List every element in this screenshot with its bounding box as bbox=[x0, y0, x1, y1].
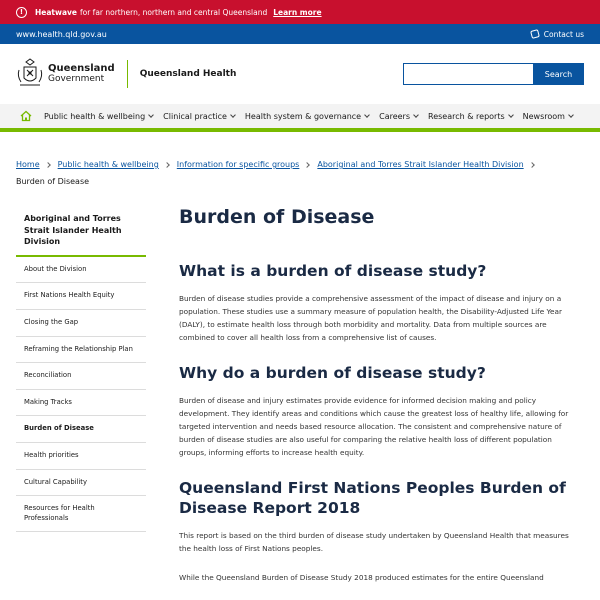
sidebar-item-burden-of-disease[interactable]: Burden of Disease bbox=[16, 416, 146, 443]
section-heading-why: Why do a burden of disease study? bbox=[179, 364, 486, 383]
breadcrumb-public-health[interactable]: Public health & wellbeing bbox=[57, 160, 159, 169]
breadcrumb-current: Burden of Disease bbox=[16, 177, 90, 186]
logo-line2: Government bbox=[48, 73, 105, 84]
site-name-link[interactable]: Queensland Health bbox=[139, 69, 237, 79]
chevron-right-icon bbox=[305, 162, 311, 168]
sidebar-item-making-tracks[interactable]: Making Tracks bbox=[16, 390, 146, 417]
breadcrumb-specific-groups[interactable]: Information for specific groups bbox=[176, 160, 300, 169]
home-icon[interactable] bbox=[20, 110, 32, 122]
sidebar-item-about[interactable]: About the Division bbox=[16, 257, 146, 284]
breadcrumb bbox=[16, 160, 586, 186]
section-paragraph-what: Burden of disease studies provide a comprehensive assessment of the impact of disease and injury on a population. These studies use a summary measure of population health, the Disability-Adjusted Life Year (DALY), to estimate health loss through both morbidity and mortality. Data from multiple sources are combined to cover all health loss from a comprehensive list of causes. bbox=[179, 294, 562, 343]
nav-item-research[interactable]: Research & reports bbox=[424, 112, 517, 121]
breadcrumb-division[interactable]: Aboriginal and Torres Strait Islander Health Division bbox=[317, 160, 524, 169]
section-nav-heading[interactable]: Aboriginal and Torres Strait Islander Health Division bbox=[16, 205, 146, 257]
nav-item-careers[interactable]: Careers bbox=[375, 112, 422, 121]
alert-text: for far northern, northern and central Queensland bbox=[79, 7, 268, 17]
sidebar-item-resources[interactable]: Resources for Health Professionals bbox=[16, 496, 146, 532]
chevron-down-icon bbox=[230, 112, 236, 118]
crest-icon bbox=[16, 58, 44, 90]
main-nav bbox=[0, 104, 600, 132]
breadcrumb-home[interactable]: Home bbox=[16, 160, 40, 169]
nav-item-health-system[interactable]: Health system & governance bbox=[241, 112, 373, 121]
contact-us-label: Contact us bbox=[543, 29, 584, 39]
learn-more-link[interactable]: Learn more bbox=[273, 7, 322, 17]
section-heading-what: What is a burden of disease study? bbox=[179, 262, 487, 280]
chevron-down-icon bbox=[413, 112, 419, 118]
logo-line1: Queensland bbox=[48, 63, 115, 75]
sidebar-item-reconciliation[interactable]: Reconciliation bbox=[16, 363, 146, 390]
alert-circle-icon: ! bbox=[16, 7, 27, 18]
chevron-right-icon bbox=[164, 162, 170, 168]
sidebar-item-health-priorities[interactable]: Health priorities bbox=[16, 443, 146, 470]
top-bar bbox=[0, 24, 600, 44]
qld-government-logo[interactable] bbox=[16, 58, 115, 90]
section-paragraph-report-1: This report is based on the third burden of disease study undertaken by Queensland Health that measures the health loss of First Nations peoples. bbox=[179, 531, 569, 554]
alert-title: Heatwave bbox=[35, 7, 77, 17]
sidebar-item-reframing[interactable]: Reframing the Relationship Plan bbox=[16, 337, 146, 364]
main-content bbox=[179, 206, 574, 600]
page-title: Burden of Disease bbox=[179, 206, 375, 228]
section-heading-report: Queensland First Nations Peoples Burden of Disease Report 2018 bbox=[179, 479, 566, 518]
section-paragraph-why: Burden of disease and injury estimates provide evidence for informed decision making and policy development. They identify areas and conditions which cause the greatest loss of healthy life, allowing for targeted intervention and needs based resource allocation. The consistent and comprehensive nature of burden of disease studies are also useful for comparing the relative health loss of different population groups, informing efforts to increase health equity. bbox=[179, 396, 569, 458]
logo-divider bbox=[127, 60, 128, 88]
chevron-down-icon bbox=[364, 112, 370, 118]
nav-item-clinical-practice[interactable]: Clinical practice bbox=[159, 112, 239, 121]
chevron-down-icon bbox=[148, 112, 154, 118]
phone-icon bbox=[530, 29, 540, 39]
nav-item-public-health[interactable]: Public health & wellbeing bbox=[40, 112, 157, 121]
chevron-down-icon bbox=[568, 112, 574, 118]
sidebar-item-cultural-capability[interactable]: Cultural Capability bbox=[16, 470, 146, 497]
contact-us-link[interactable] bbox=[531, 30, 584, 39]
sidebar-item-health-equity[interactable]: First Nations Health Equity bbox=[16, 283, 146, 310]
search-input[interactable] bbox=[403, 63, 533, 85]
sidebar-item-closing-gap[interactable]: Closing the Gap bbox=[16, 310, 146, 337]
site-header bbox=[0, 44, 600, 104]
chevron-right-icon bbox=[45, 162, 51, 168]
chevron-right-icon bbox=[529, 162, 535, 168]
site-url-link[interactable]: www.health.qld.gov.au bbox=[16, 29, 107, 39]
section-nav bbox=[16, 205, 146, 532]
search-form bbox=[403, 63, 584, 85]
search-button[interactable]: Search bbox=[533, 63, 584, 85]
alert-banner bbox=[0, 0, 600, 24]
section-paragraph-report-2: While the Queensland Burden of Disease Study 2018 produced estimates for the entire Queensland bbox=[179, 573, 544, 583]
chevron-down-icon bbox=[508, 112, 514, 118]
nav-item-newsroom[interactable]: Newsroom bbox=[519, 112, 577, 121]
